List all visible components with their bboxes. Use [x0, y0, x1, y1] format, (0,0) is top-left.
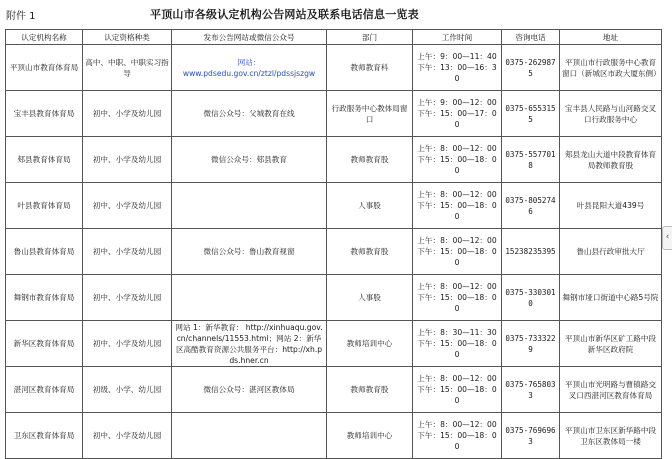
column-header: 地址: [560, 30, 662, 45]
page-title: 平顶山市各级认定机构公告网站及联系电话信息一览表: [150, 8, 419, 21]
cell-hours: [413, 275, 502, 321]
cell-hours: [413, 91, 502, 137]
chevron-left-icon: ‹: [665, 232, 670, 242]
cell-site: [172, 413, 327, 459]
cell-org: 舞钢市教育体育局: [6, 275, 83, 321]
cell-phone: 0375-7696963: [502, 413, 560, 459]
cell-dept: 人事股: [327, 183, 413, 229]
table-row: [6, 229, 662, 275]
cell-address: 平顶山市光明路与曹镇路交叉口西湛河区教育体育局: [560, 367, 662, 413]
cell-types: 初中、小学及幼儿园: [83, 275, 172, 321]
table-row: [6, 137, 662, 183]
cell-hours: [413, 321, 502, 367]
cell-phone: 15238235395: [502, 229, 560, 275]
table-row: [6, 45, 662, 91]
cell-phone: 0375-5577018: [502, 137, 560, 183]
cell-types: 初级、小学、幼儿园: [83, 367, 172, 413]
cell-site: 微信公众号：湛河区教体局: [172, 367, 327, 413]
cell-phone: 0375-7658033: [502, 367, 560, 413]
site-link[interactable]: www.pdsedu.gov.cn/ztzl/pdssjszgw: [182, 68, 316, 78]
cell-site: [172, 45, 327, 91]
table-row: [6, 367, 662, 413]
hours-am: 上午：9：00—11：40: [417, 52, 497, 61]
cell-types: 初中、小学及幼儿园: [83, 137, 172, 183]
cell-site: 微信公众号：父城教育在线: [172, 91, 327, 137]
cell-hours: [413, 413, 502, 459]
cell-org: 湛河区教育体育局: [6, 367, 83, 413]
cell-address: 平顶山市行政服务中心教育窗口（新城区市政大厦东侧）: [560, 45, 662, 91]
cell-phone: 0375-6553155: [502, 91, 560, 137]
column-header: 咨询电话: [502, 30, 560, 45]
cell-types: 初中、小学及幼儿园: [83, 413, 172, 459]
annex-label: 附件 1: [6, 11, 36, 22]
cell-phone: 0375-7333229: [502, 321, 560, 367]
hours-am: 上午：8：00—12：00: [417, 236, 497, 245]
cell-types: 高中、中职、中职实习指导: [83, 45, 172, 91]
cell-types: 初中、小学及幼儿园: [83, 321, 172, 367]
cell-address: 郏县龙山大道中段教育体育局教师教育股: [560, 137, 662, 183]
hours-pm: 下午：15：00—18：00: [417, 293, 497, 313]
cell-address: 平顶山市卫东区新华路中段卫东区教体局一楼: [560, 413, 662, 459]
cell-site: [172, 275, 327, 321]
table-row: [6, 91, 662, 137]
column-header: 发布公告网站或微信公众号: [172, 30, 327, 45]
hours-am: 上午：8：00—12：00: [417, 374, 497, 383]
cell-org: 新华区教育体育局: [6, 321, 83, 367]
info-table: [5, 29, 662, 459]
table-row: [6, 321, 662, 367]
site-label: 网站：: [237, 57, 261, 67]
cell-dept: 教师教育科: [327, 45, 413, 91]
cell-hours: [413, 137, 502, 183]
cell-site: [172, 183, 327, 229]
hours-am: 上午：8：00—12：00: [417, 190, 497, 199]
hours-pm: 下午：15：00—18：00: [417, 247, 497, 267]
column-header: 认定资格种类: [83, 30, 172, 45]
hours-am: 上午：9：00—12：00: [417, 98, 497, 107]
side-scroll-handle[interactable]: [662, 226, 672, 250]
cell-types: 初中、小学及幼儿园: [83, 229, 172, 275]
cell-dept: 行政服务中心教体局窗口: [327, 91, 413, 137]
cell-address: 叶县昆阳大道439号: [560, 183, 662, 229]
column-header: 工作时间: [413, 30, 502, 45]
cell-org: 卫东区教育体育局: [6, 413, 83, 459]
table-row: [6, 183, 662, 229]
cell-site: 微信公众号：郏县教育: [172, 137, 327, 183]
cell-hours: [413, 367, 502, 413]
cell-dept: 教师培训中心: [327, 321, 413, 367]
cell-site: 微信公众号：鲁山教育视窗: [172, 229, 327, 275]
hours-pm: 下午：13：00—16：30: [417, 63, 497, 83]
hours-am: 上午：8：00—12：00: [417, 282, 497, 291]
cell-org: 郏县教育体育局: [6, 137, 83, 183]
cell-address: 宝丰县人民路与山河路交叉口行政服务中心: [560, 91, 662, 137]
cell-org: 叶县教育体育局: [6, 183, 83, 229]
cell-dept: 教师教育股: [327, 367, 413, 413]
hours-pm: 下午：15：00—18：00: [417, 339, 497, 359]
hours-pm: 下午：15：00—18：00: [417, 385, 497, 405]
cell-org: 鲁山县教育体育局: [6, 229, 83, 275]
cell-address: 舞钢市垭口街道中心路5号院: [560, 275, 662, 321]
cell-phone: 0375-8052746: [502, 183, 560, 229]
hours-am: 上午：8：00—12：00: [417, 144, 497, 153]
cell-types: 初中、小学及幼儿园: [83, 183, 172, 229]
cell-address: 平顶山市新华区矿工路中段新华区政府院: [560, 321, 662, 367]
cell-dept: 教师教育股: [327, 229, 413, 275]
cell-dept: 教师培训中心: [327, 413, 413, 459]
cell-site: 网站 1：新华教育： http://xinhuaqu.gov.cn/channels/11553.html；网站 2：新华区高酷教育资源公共服务平台：http://xh.pds.hner.cn: [172, 321, 327, 367]
cell-org: 平顶山市教育体育局: [6, 45, 83, 91]
cell-dept: 人事股: [327, 275, 413, 321]
cell-phone: 0375-3303010: [502, 275, 560, 321]
hours-pm: 下午：15：00—17：00: [417, 109, 497, 129]
cell-hours: [413, 183, 502, 229]
table-row: [6, 275, 662, 321]
table-row: [6, 413, 662, 459]
cell-org: 宝丰县教育体育局: [6, 91, 83, 137]
hours-am: 上午：8：00—12：00: [417, 420, 497, 429]
hours-am: 上午：8：30—11：30: [417, 328, 497, 337]
column-header: 部门: [327, 30, 413, 45]
hours-pm: 下午：15：00—18：00: [417, 431, 497, 451]
table-header-row: [6, 30, 662, 45]
cell-types: 初中、小学及幼儿园: [83, 91, 172, 137]
cell-dept: 教师教育股: [327, 137, 413, 183]
hours-pm: 下午：15：00—18：00: [417, 155, 497, 175]
document-header: [0, 0, 672, 28]
cell-hours: [413, 45, 502, 91]
cell-address: 鲁山县行政审批大厅: [560, 229, 662, 275]
column-header: 认定机构名称: [6, 30, 83, 45]
cell-phone: 0375-2629875: [502, 45, 560, 91]
hours-pm: 下午：15：00—18：00: [417, 201, 497, 221]
cell-hours: [413, 229, 502, 275]
